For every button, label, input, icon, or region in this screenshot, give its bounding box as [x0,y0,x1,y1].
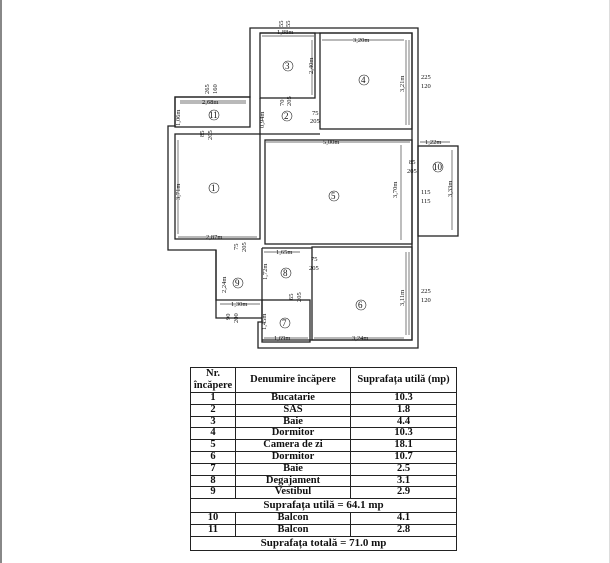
table-row [191,404,457,416]
room-number-11: 11 [209,110,218,120]
room-number-1: 1 [211,183,216,193]
cell-area: 2.5 [351,463,457,475]
table-header-row [191,368,457,393]
room-6-walls [312,247,412,340]
dim-label: 3,71m [175,183,182,200]
dim-label: 3,70m [392,181,399,198]
area-table [190,367,457,551]
dim-label: 75 [312,110,319,117]
table-row [191,428,457,440]
table-row [191,513,457,525]
cell-number: 6 [191,451,236,463]
table-row [191,440,457,452]
cell-area: 1.8 [351,404,457,416]
dim-label: 0,94m [259,111,266,128]
dim-label: 3,24m [352,335,369,342]
cell-area: 18.1 [351,440,457,452]
dim-label: 65 [288,293,295,300]
cell-number: 7 [191,463,236,475]
dim-label: 1,65m [276,249,293,256]
dim-label: 85 [409,159,416,166]
dim-label: 75 [233,243,240,250]
header-room-name: Denumire încăpere [236,368,351,393]
room-number-5: 5 [331,191,336,201]
cell-name: SAS [236,404,351,416]
dim-label: 55 [285,20,292,27]
dim-label: 3,21m [399,75,406,92]
dim-label: 1,69m [274,335,291,342]
room-5-walls [265,140,412,244]
subtotal-row [191,499,457,513]
table-row [191,416,457,428]
cell-name: Bucatarie [236,393,351,405]
dim-label: 3,33m [447,180,454,197]
dim-label: 1,22m [425,139,442,146]
dim-label: 2,68m [202,99,219,106]
dim-label: 205 [296,292,303,302]
dim-label: 2,87m [206,234,223,241]
total-cell: Suprafața totală = 71.0 mp [191,536,457,550]
table-row [191,475,457,487]
cell-area: 10.7 [351,451,457,463]
cell-name: Vestibul [236,487,351,499]
dim-label: 225 [421,288,431,295]
dim-label: 3,11m [399,289,406,306]
cell-area: 10.3 [351,428,457,440]
dim-label: 115 [421,189,431,196]
cell-number: 10 [191,513,236,525]
cell-number: 2 [191,404,236,416]
dim-label: 1,72m [262,263,269,280]
total-row [191,536,457,550]
cell-area: 4.1 [351,513,457,525]
table-row [191,524,457,536]
room-number-8: 8 [283,268,288,278]
cell-area: 2.9 [351,487,457,499]
dim-label: 225 [421,74,431,81]
dim-label: 115 [421,198,431,205]
dim-label: 5,00m [323,139,340,146]
room-number-6: 6 [358,300,363,310]
dim-label: 2,24m [221,276,228,293]
room-number-9: 9 [235,278,240,288]
room-number-2: 2 [284,111,289,121]
dim-label: 205 [407,168,417,175]
dim-label: 205 [309,265,319,272]
cell-area: 2.8 [351,524,457,536]
room-number-7: 7 [282,318,287,328]
dim-label: 75 [311,256,318,263]
dim-label: 55 [278,20,285,27]
cell-name: Baie [236,416,351,428]
dim-label: 160 [212,84,219,94]
dim-label: 2,40m [308,57,315,74]
dim-label: 70 [279,99,286,106]
dim-label: 1,45m [261,313,268,330]
cell-name: Camera de zi [236,440,351,452]
cell-name: Dormitor [236,451,351,463]
dim-label: 265 [204,84,211,94]
cell-name: Degajament [236,475,351,487]
dim-label: 1,88m [277,29,294,36]
cell-area: 3.1 [351,475,457,487]
cell-name: Balcon [236,524,351,536]
dim-label: 120 [421,83,431,90]
cell-number: 5 [191,440,236,452]
dim-label: 85 [199,130,206,137]
room-number-10: 10 [433,162,442,172]
table-row [191,463,457,475]
cell-area: 10.3 [351,393,457,405]
dim-label: 120 [421,297,431,304]
cell-number: 4 [191,428,236,440]
table-row [191,451,457,463]
header-usable-area: Suprafața utilă (mp) [351,368,457,393]
dim-label: 205 [241,242,248,252]
cell-area: 4.4 [351,416,457,428]
cell-number: 11 [191,524,236,536]
dim-label: 1,06m [175,109,182,126]
dim-label: 90 [225,313,232,320]
header-room-number: Nr. încăpere [191,368,236,393]
room-1-walls [175,134,260,239]
cell-name: Dormitor [236,428,351,440]
dim-label: 3,20m [353,37,370,44]
table-row [191,487,457,499]
cell-number: 3 [191,416,236,428]
subtotal-cell: Suprafața utilă = 64.1 mp [191,499,457,513]
cell-number: 8 [191,475,236,487]
dim-label: 205 [310,118,320,125]
inner-wall [260,33,412,340]
room-number-4: 4 [361,75,366,85]
room-number-3: 3 [285,61,290,71]
dim-label: 200 [233,313,240,323]
cell-name: Balcon [236,513,351,525]
cell-number: 9 [191,487,236,499]
dim-label: 1,30m [231,301,248,308]
table-row [191,393,457,405]
cell-number: 1 [191,393,236,405]
dim-label: 205 [207,130,214,140]
dim-label: 205 [286,96,293,106]
cell-name: Baie [236,463,351,475]
